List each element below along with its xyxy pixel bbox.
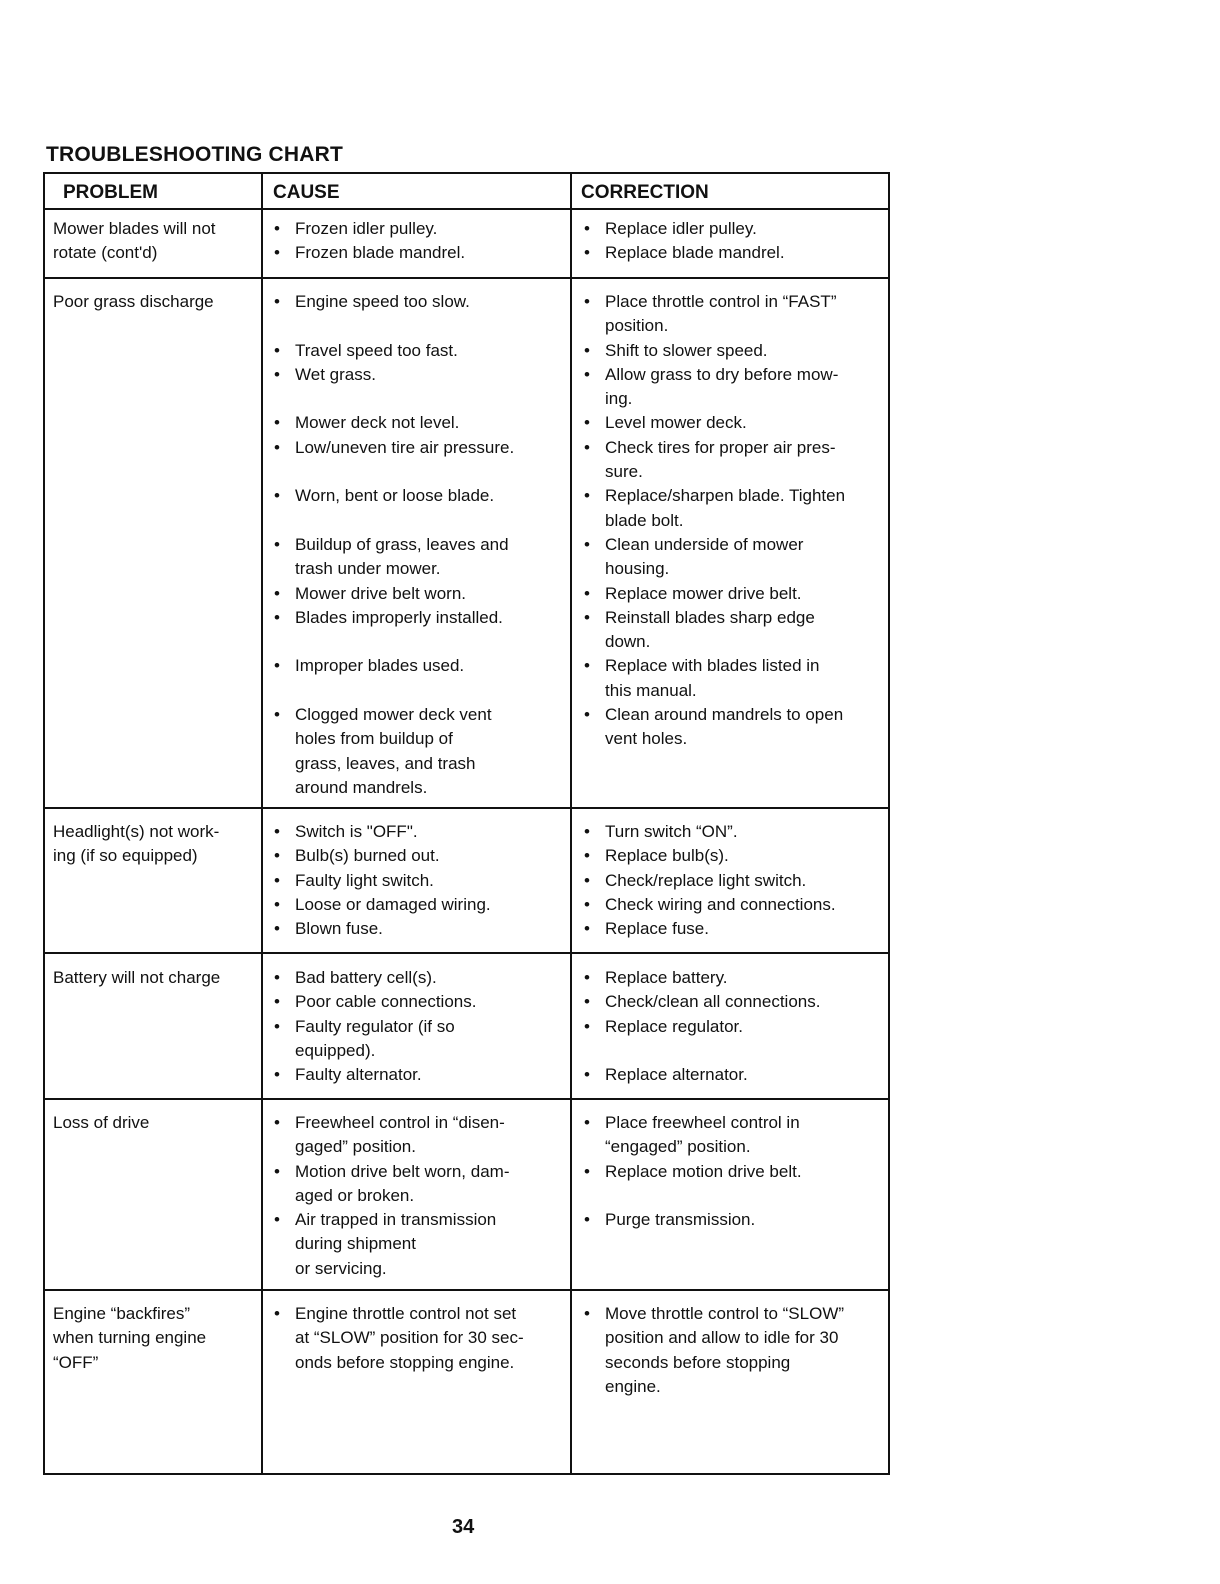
correction-line: • Check wiring and connections. bbox=[605, 894, 836, 914]
correction-line: • Turn switch “ON”. bbox=[605, 822, 738, 841]
correction-cell bbox=[583, 217, 883, 266]
cause-line: • Bad battery cell(s). bbox=[295, 968, 437, 987]
correction-item bbox=[583, 363, 883, 412]
correction-line: • Replace alternator. bbox=[605, 1065, 748, 1085]
correction-item bbox=[583, 917, 883, 941]
correction-item bbox=[583, 411, 883, 435]
correction-cell bbox=[583, 820, 883, 941]
cause-line: • Worn, bent or loose blade. bbox=[295, 486, 495, 506]
problem-cell bbox=[53, 290, 253, 314]
cause-cell bbox=[273, 966, 563, 1087]
cause-line: around mandrels. bbox=[295, 777, 428, 797]
cause-line: aged or broken. bbox=[295, 1185, 415, 1205]
correction-item bbox=[583, 436, 883, 485]
cause-item bbox=[273, 606, 563, 630]
cause-cell bbox=[273, 290, 563, 800]
correction-cell bbox=[583, 966, 883, 1087]
cause-item bbox=[273, 1063, 563, 1087]
problem-line: “OFF” bbox=[53, 1352, 99, 1372]
correction-line: seconds before stopping bbox=[605, 1352, 791, 1372]
cause-cell bbox=[273, 1111, 563, 1281]
problem-line: Poor grass discharge bbox=[53, 292, 214, 311]
row-divider bbox=[45, 277, 888, 279]
cause-line: • Mower drive belt worn. bbox=[295, 583, 467, 603]
correction-item bbox=[583, 820, 883, 844]
cause-item bbox=[273, 869, 563, 893]
correction-line: • Replace fuse. bbox=[605, 919, 709, 939]
cause-item bbox=[273, 1160, 563, 1209]
cause-item bbox=[273, 582, 563, 606]
blank-line bbox=[583, 1039, 883, 1063]
cause-line: • Travel speed too fast. bbox=[295, 340, 458, 360]
correction-item bbox=[583, 533, 883, 582]
correction-line: position and allow to idle for 30 bbox=[605, 1328, 839, 1348]
cause-item bbox=[273, 893, 563, 917]
correction-item bbox=[583, 290, 883, 339]
cause-line: • Engine throttle control not set bbox=[295, 1304, 517, 1323]
correction-line: engine. bbox=[605, 1376, 661, 1396]
cause-line: onds before stopping engine. bbox=[295, 1352, 515, 1372]
cause-line: grass, leaves, and trash bbox=[295, 753, 476, 773]
cause-item bbox=[273, 966, 563, 990]
correction-line: • Clean underside of mower bbox=[605, 534, 804, 554]
cause-line: • Faulty light switch. bbox=[295, 870, 434, 890]
row-divider bbox=[45, 1098, 888, 1100]
cause-item bbox=[273, 917, 563, 941]
cause-line: at “SLOW” position for 30 sec- bbox=[295, 1328, 524, 1348]
correction-cell bbox=[583, 1302, 883, 1399]
cause-item bbox=[273, 1208, 563, 1281]
blank-line bbox=[273, 509, 563, 533]
cause-item bbox=[273, 339, 563, 363]
correction-line: • Check tires for proper air pres- bbox=[605, 437, 836, 457]
problem-line: Engine “backfires” bbox=[53, 1304, 191, 1323]
row-divider bbox=[45, 807, 888, 809]
problem-cell bbox=[53, 1302, 253, 1375]
cause-line: • Bulb(s) burned out. bbox=[295, 846, 440, 866]
correction-item bbox=[583, 844, 883, 868]
correction-line: • Shift to slower speed. bbox=[605, 340, 768, 360]
problem-line: Mower blades will not bbox=[53, 219, 216, 238]
cause-item bbox=[273, 484, 563, 508]
problem-line: rotate (cont'd) bbox=[53, 243, 158, 263]
blank-line bbox=[273, 460, 563, 484]
correction-line: • Check/clean all connections. bbox=[605, 992, 821, 1012]
cause-item bbox=[273, 1111, 563, 1160]
cause-item bbox=[273, 533, 563, 582]
correction-item bbox=[583, 654, 883, 703]
correction-item bbox=[583, 869, 883, 893]
cause-line: • Air trapped in transmission bbox=[295, 1210, 497, 1230]
cause-item bbox=[273, 290, 563, 314]
correction-line: • Replace idler pulley. bbox=[605, 219, 757, 238]
correction-item bbox=[583, 484, 883, 533]
correction-item bbox=[583, 1063, 883, 1087]
cause-item bbox=[273, 363, 563, 387]
cause-line: during shipment bbox=[295, 1234, 416, 1254]
correction-item bbox=[583, 1302, 883, 1399]
cause-cell bbox=[273, 1302, 563, 1375]
blank-line bbox=[583, 1184, 883, 1208]
cause-line: • Motion drive belt worn, dam- bbox=[295, 1161, 510, 1181]
cause-line: • Freewheel control in “disen- bbox=[295, 1113, 505, 1132]
cause-line: • Loose or damaged wiring. bbox=[295, 894, 491, 914]
correction-item bbox=[583, 1208, 883, 1232]
cause-cell bbox=[273, 820, 563, 941]
problem-line: Headlight(s) not work- bbox=[53, 822, 220, 841]
correction-line: • Level mower deck. bbox=[605, 413, 747, 433]
cause-cell bbox=[273, 217, 563, 266]
cause-line: • Low/uneven tire air pressure. bbox=[295, 437, 515, 457]
problem-cell bbox=[53, 1111, 253, 1135]
blank-line bbox=[273, 679, 563, 703]
correction-line: sure. bbox=[605, 462, 643, 482]
blank-line bbox=[273, 314, 563, 338]
correction-line: • Clean around mandrels to open bbox=[605, 705, 844, 725]
correction-line: position. bbox=[605, 316, 669, 336]
correction-item bbox=[583, 1160, 883, 1184]
cause-line: • Clogged mower deck vent bbox=[295, 705, 492, 725]
cause-line: • Frozen idler pulley. bbox=[295, 219, 438, 238]
correction-item bbox=[583, 217, 883, 241]
correction-line: • Replace bulb(s). bbox=[605, 846, 729, 866]
correction-item bbox=[583, 339, 883, 363]
correction-item bbox=[583, 582, 883, 606]
correction-line: ing. bbox=[605, 389, 633, 409]
cause-item bbox=[273, 844, 563, 868]
cause-item bbox=[273, 411, 563, 435]
cause-line: • Buildup of grass, leaves and bbox=[295, 534, 509, 554]
correction-line: • Replace with blades listed in bbox=[605, 656, 820, 676]
problem-cell bbox=[53, 217, 253, 266]
troubleshooting-table bbox=[43, 172, 890, 1475]
problem-line: Battery will not charge bbox=[53, 968, 221, 987]
chart-title: TROUBLESHOOTING CHART bbox=[46, 143, 344, 166]
correction-line: • Purge transmission. bbox=[605, 1210, 756, 1230]
correction-line: • Place throttle control in “FAST” bbox=[605, 292, 837, 311]
header-problem: PROBLEM bbox=[63, 182, 158, 203]
cause-item bbox=[273, 1015, 563, 1064]
problem-line: when turning engine bbox=[53, 1328, 207, 1348]
problem-line: ing (if so equipped) bbox=[53, 846, 198, 866]
correction-line: this manual. bbox=[605, 680, 697, 700]
correction-line: vent holes. bbox=[605, 729, 688, 749]
column-divider bbox=[261, 174, 263, 1473]
correction-cell bbox=[583, 290, 883, 752]
cause-line: equipped). bbox=[295, 1040, 376, 1060]
cause-item bbox=[273, 654, 563, 678]
row-divider bbox=[45, 208, 888, 210]
row-divider bbox=[45, 1289, 888, 1291]
correction-line: • Replace/sharpen blade. Tighten bbox=[605, 486, 846, 506]
blank-line bbox=[273, 387, 563, 411]
correction-item bbox=[583, 893, 883, 917]
correction-line: • Replace motion drive belt. bbox=[605, 1161, 802, 1181]
problem-cell bbox=[53, 820, 253, 869]
correction-line: • Allow grass to dry before mow- bbox=[605, 364, 839, 384]
cause-line: • Poor cable connections. bbox=[295, 992, 477, 1012]
cause-line: • Frozen blade mandrel. bbox=[295, 243, 466, 263]
cause-line: • Faulty alternator. bbox=[295, 1065, 422, 1085]
page-number: 34 bbox=[452, 1516, 475, 1538]
cause-line: holes from buildup of bbox=[295, 729, 453, 749]
cause-line: • Improper blades used. bbox=[295, 656, 465, 676]
correction-line: • Replace battery. bbox=[605, 968, 728, 987]
cause-item bbox=[273, 241, 563, 265]
blank-line bbox=[273, 630, 563, 654]
cause-item bbox=[273, 703, 563, 800]
correction-item bbox=[583, 1015, 883, 1039]
correction-item bbox=[583, 1111, 883, 1160]
correction-cell bbox=[583, 1111, 883, 1232]
correction-line: • Move throttle control to “SLOW” bbox=[605, 1304, 845, 1323]
cause-line: gaged” position. bbox=[295, 1137, 416, 1157]
cause-line: • Wet grass. bbox=[295, 364, 376, 384]
correction-line: housing. bbox=[605, 559, 670, 579]
cause-item bbox=[273, 990, 563, 1014]
cause-line: or servicing. bbox=[295, 1258, 387, 1278]
problem-cell bbox=[53, 966, 253, 990]
problem-line: Loss of drive bbox=[53, 1113, 150, 1132]
correction-line: • Replace regulator. bbox=[605, 1016, 743, 1036]
cause-line: trash under mower. bbox=[295, 559, 441, 579]
cause-line: • Blown fuse. bbox=[295, 919, 383, 939]
correction-line: blade bolt. bbox=[605, 510, 684, 530]
correction-item bbox=[583, 241, 883, 265]
correction-line: • Replace mower drive belt. bbox=[605, 583, 802, 603]
cause-line: • Mower deck not level. bbox=[295, 413, 460, 433]
cause-line: • Engine speed too slow. bbox=[295, 292, 470, 311]
row-divider bbox=[45, 952, 888, 954]
correction-line: • Replace blade mandrel. bbox=[605, 243, 785, 263]
header-correction: CORRECTION bbox=[581, 182, 709, 203]
correction-line: • Place freewheel control in bbox=[605, 1113, 800, 1132]
cause-line: • Faulty regulator (if so bbox=[295, 1016, 455, 1036]
correction-line: “engaged” position. bbox=[605, 1137, 751, 1157]
cause-item bbox=[273, 217, 563, 241]
cause-line: • Blades improperly installed. bbox=[295, 607, 503, 627]
correction-item bbox=[583, 990, 883, 1014]
correction-item bbox=[583, 703, 883, 752]
column-divider bbox=[570, 174, 572, 1473]
correction-line: • Check/replace light switch. bbox=[605, 870, 807, 890]
correction-line: • Reinstall blades sharp edge bbox=[605, 607, 815, 627]
cause-item bbox=[273, 820, 563, 844]
correction-item bbox=[583, 966, 883, 990]
cause-item bbox=[273, 436, 563, 460]
correction-item bbox=[583, 606, 883, 655]
header-cause: CAUSE bbox=[273, 182, 340, 203]
cause-item bbox=[273, 1302, 563, 1375]
correction-line: down. bbox=[605, 632, 651, 652]
cause-line: • Switch is "OFF". bbox=[295, 822, 418, 841]
